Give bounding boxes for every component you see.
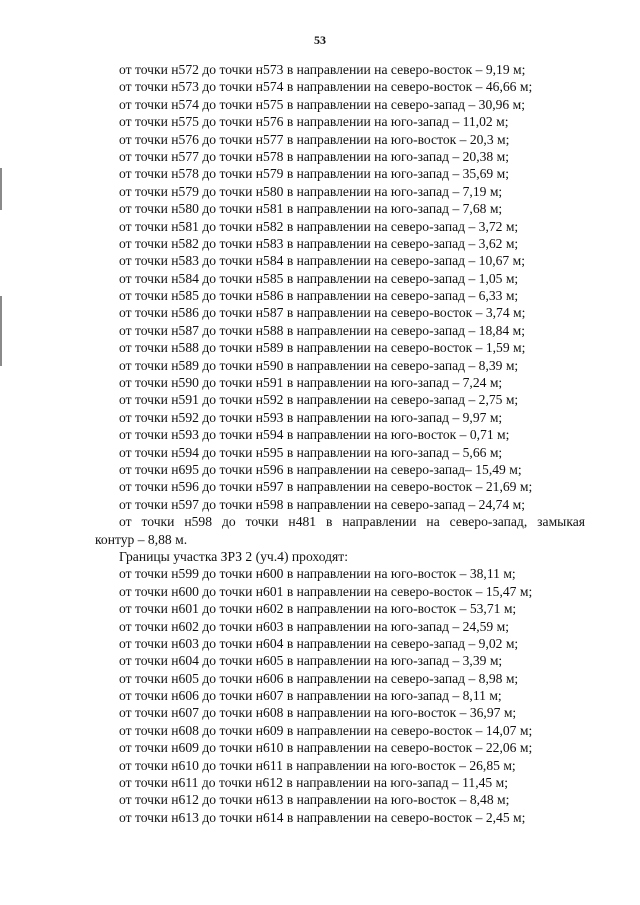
boundary-segment-line: от точки н581 до точки н582 в направлении на северо-запад – 3,72 м; [119,218,519,234]
boundary-segment-line: от точки н597 до точки н598 в направлении на северо-запад – 24,74 м; [119,496,526,512]
boundary-segment-line: от точки н612 до точки н613 в направлении на юго-восток – 8,48 м; [119,792,510,808]
boundary-segment-line: от точки н582 до точки н583 в направлении на северо-запад – 3,62 м; [119,235,519,251]
boundary-segment-line: от точки н602 до точки н603 в направлении на юго-запад – 24,59 м; [119,618,509,634]
boundary-segment-line: от точки н573 до точки н574 в направлении на северо-восток – 46,66 м; [119,79,533,95]
boundary-segment-line: от точки н599 до точки н600 в направлении на юго-восток – 38,11 м; [119,566,516,582]
boundary-segment-line: от точки н594 до точки н595 в направлении на юго-запад – 5,66 м; [119,444,503,460]
boundary-segment-line: от точки н575 до точки н576 в направлении на юго-запад – 11,02 м; [119,114,509,130]
boundary-segment-line: от точки н610 до точки н611 в направлении на юго-восток – 26,85 м; [119,757,516,773]
boundary-segment-line: от точки н600 до точки н601 в направлении на северо-восток – 15,47 м; [119,583,533,599]
closing-boundary-continuation: контур – 8,88 м. [95,531,188,547]
boundary-segment-line: от точки н585 до точки н586 в направлении на северо-запад – 6,33 м; [119,288,519,304]
section-heading: Границы участка ЗРЗ 2 (уч.4) проходят: [119,548,348,564]
boundary-segment-line: от точки н574 до точки н575 в направлении на северо-запад – 30,96 м; [119,96,526,112]
margin-scan-mark-upper [0,168,2,210]
boundary-segment-line: от точки н596 до точки н597 в направлении на северо-восток – 21,69 м; [119,479,533,495]
boundary-segment-line: от точки н604 до точки н605 в направлении на юго-запад – 3,39 м; [119,653,503,669]
boundary-segment-line: от точки н592 до точки н593 в направлении на юго-запад – 9,97 м; [119,409,503,425]
boundary-segment-line: от точки н576 до точки н577 в направлении на юго-восток – 20,3 м; [119,131,510,147]
boundary-segment-line: от точки н601 до точки н602 в направлении на юго-восток – 53,71 м; [119,601,517,617]
boundary-segment-line: от точки н607 до точки н608 в направлении на юго-восток – 36,97 м; [119,705,517,721]
boundary-segment-line: от точки н578 до точки н579 в направлении на юго-запад – 35,69 м; [119,166,509,182]
boundary-list-part-2 [119,565,585,826]
boundary-segment-line: от точки н605 до точки н606 в направлении на северо-запад – 8,98 м; [119,670,519,686]
boundary-segment-line: от точки н589 до точки н590 в направлении на северо-запад – 8,39 м; [119,357,519,373]
boundary-segment-line: от точки н588 до точки н589 в направлении на северо-восток – 1,59 м; [119,340,526,356]
boundary-segment-line: от точки н572 до точки н573 в направлении на северо-восток – 9,19 м; [119,62,526,77]
boundary-segment-line: от точки н580 до точки н581 в направлении на юго-запад – 7,68 м; [119,201,503,217]
boundary-segment-line: от точки н608 до точки н609 в направлении на северо-восток – 14,07 м; [119,722,533,738]
margin-scan-mark-lower [0,296,2,366]
document-body [95,61,585,826]
page-number: 53 [314,33,326,47]
boundary-segment-line: от точки н577 до точки н578 в направлении на юго-запад – 20,38 м; [119,148,509,164]
boundary-segment-line: от точки н606 до точки н607 в направлении на юго-запад – 8,11 м; [119,688,502,704]
boundary-segment-line: от точки н609 до точки н610 в направлении на северо-восток – 22,06 м; [119,740,533,756]
boundary-segment-line: от точки н695 до точки н596 в направлении на северо-запад– 15,49 м; [119,461,522,477]
boundary-segment-line: от точки н603 до точки н604 в направлении на северо-запад – 9,02 м; [119,635,519,651]
boundary-segment-line: от точки н593 до точки н594 в направлении на юго-восток – 0,71 м; [119,427,510,443]
boundary-segment-line: от точки н583 до точки н584 в направлении на северо-запад – 10,67 м; [119,253,526,269]
boundary-segment-line: от точки н590 до точки н591 в направлении на юго-запад – 7,24 м; [119,375,503,391]
boundary-segment-line: от точки н586 до точки н587 в направлении на северо-восток – 3,74 м; [119,305,526,321]
boundary-segment-line: от точки н584 до точки н585 в направлении на северо-запад – 1,05 м; [119,270,519,286]
boundary-segment-line: от точки н613 до точки н614 в направлении на северо-восток – 2,45 м; [119,809,526,825]
boundary-segment-line: от точки н591 до точки н592 в направлении на северо-запад – 2,75 м; [119,392,519,408]
boundary-segment-line: от точки н579 до точки н580 в направлении на юго-запад – 7,19 м; [119,183,503,199]
closing-boundary-line: от точки н598 до точки н481 в направлении на северо-запад, замыкая [119,514,585,530]
boundary-list-part-1 [119,61,585,513]
boundary-segment-line: от точки н611 до точки н612 в направлении на юго-запад – 11,45 м; [119,775,508,791]
boundary-segment-line: от точки н587 до точки н588 в направлении на северо-запад – 18,84 м; [119,322,526,338]
